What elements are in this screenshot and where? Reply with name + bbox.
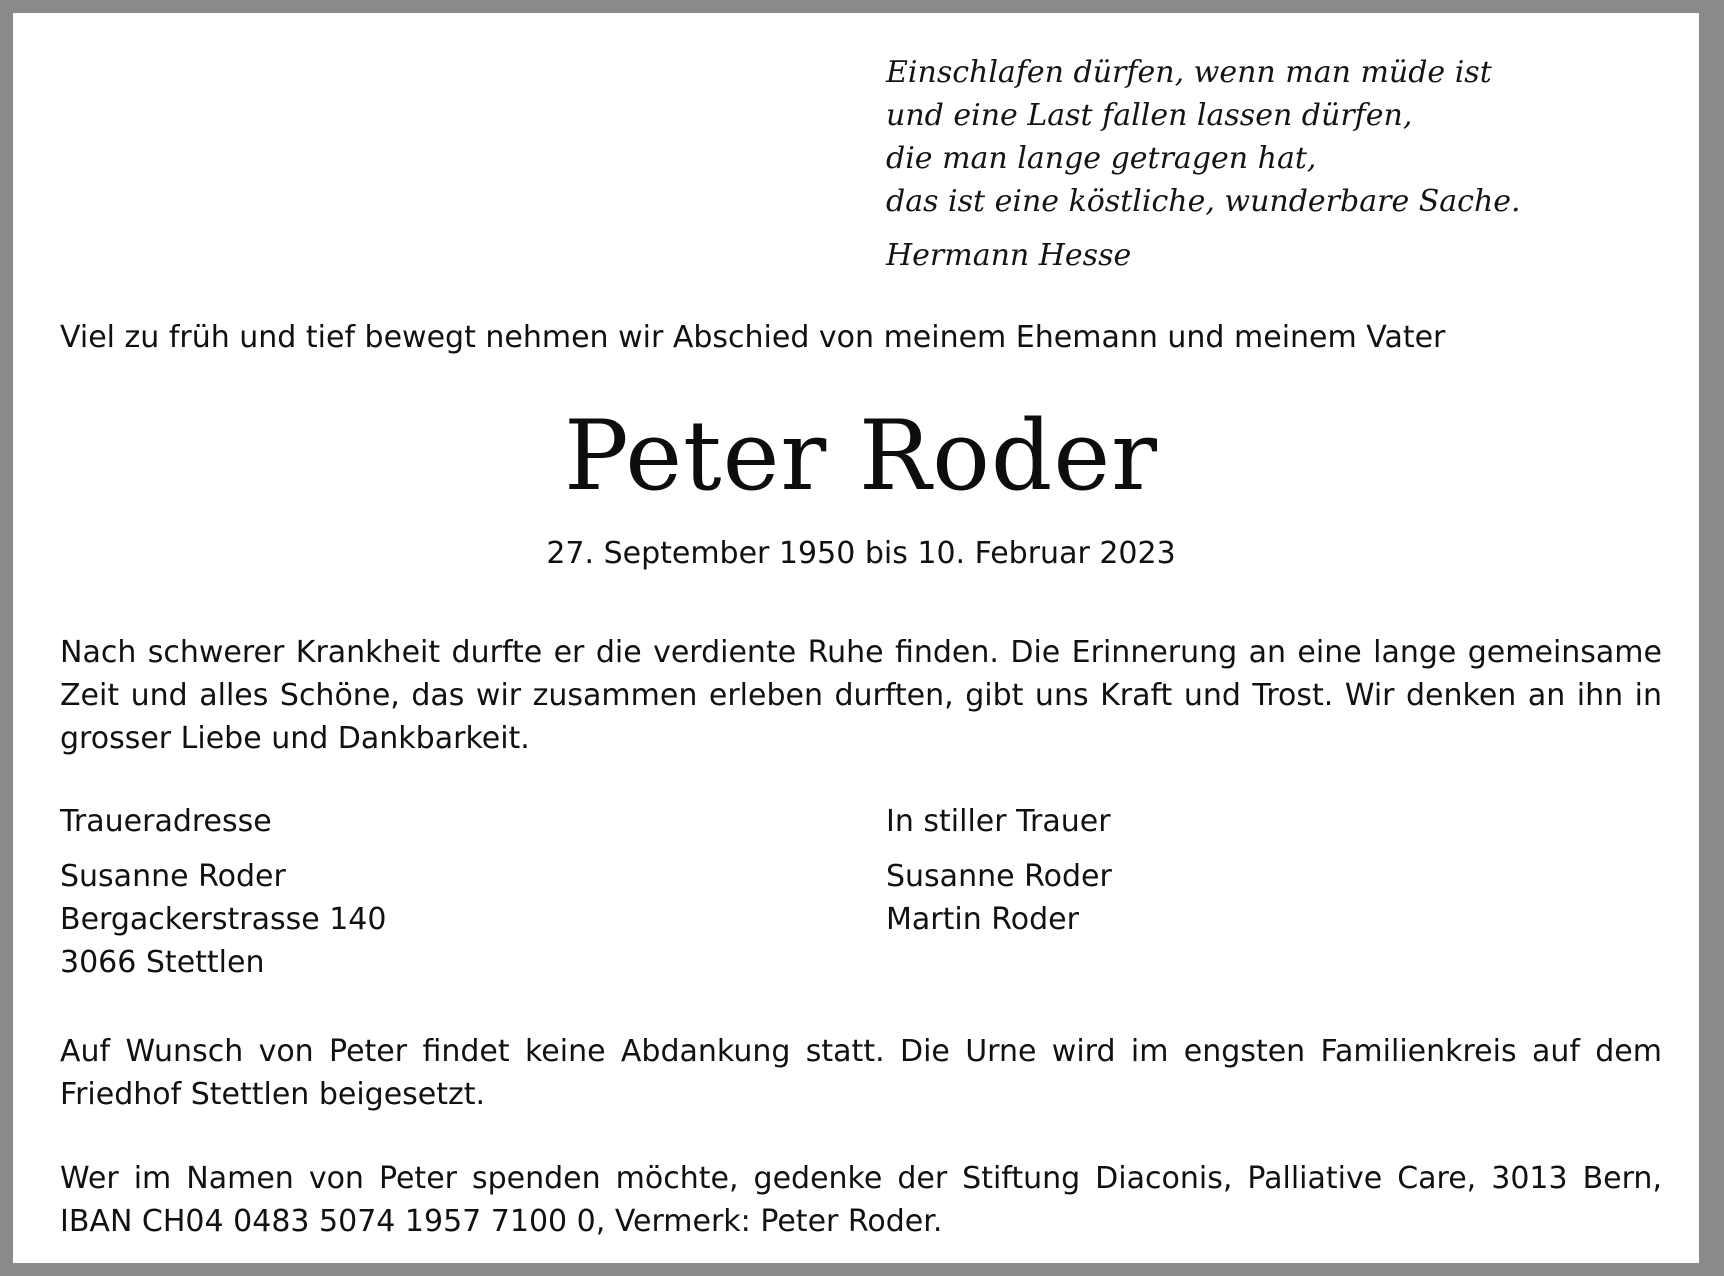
- remembrance-paragraph: Nach schwerer Krankheit durfte er die verdiente Ruhe finden. Die Erinnerung an eine lange gemeinsame Zeit und alles Schöne, das wir zusammen erleben durften, gibt uns Kraft und Trost. Wir denken an ihn in grosser Liebe und Dankbarkeit.: [60, 635, 1662, 756]
- address-line: Susanne Roder: [60, 859, 286, 894]
- poem-line: die man lange getragen hat,: [886, 141, 1317, 176]
- mourners-heading: In stiller Trauer: [886, 804, 1111, 839]
- deceased-name: Peter Roder: [563, 400, 1159, 512]
- poem-author: Hermann Hesse: [886, 238, 1132, 273]
- poem-quote: [886, 51, 1521, 277]
- obituary-content: [60, 13, 1662, 1263]
- poem-line: Einschlafen dürfen, wenn man müde ist: [886, 55, 1492, 90]
- obituary-page: [13, 13, 1699, 1263]
- poem-line: und eine Last fallen lassen dürfen,: [886, 98, 1413, 133]
- funeral-info-paragraph: Auf Wunsch von Peter findet keine Abdankung statt. Die Urne wird im engsten Familienkreis auf dem Friedhof Stettlen beigesetzt.: [60, 1034, 1662, 1112]
- mourning-address-heading: Traueradresse: [60, 804, 272, 839]
- intro-text: Viel zu früh und tief bewegt nehmen wir Abschied von meinem Ehemann und meinem Vater: [60, 320, 1446, 355]
- mourner-name: Susanne Roder: [886, 859, 1112, 894]
- mourners-block: [886, 800, 1112, 941]
- address-line: Bergackerstrasse 140: [60, 902, 387, 937]
- mourner-name: Martin Roder: [886, 902, 1079, 937]
- life-dates: 27. September 1950 bis 10. Februar 2023: [546, 536, 1176, 571]
- donation-paragraph: Wer im Namen von Peter spenden möchte, gedenke der Stiftung Diaconis, Palliative Care, 3013 Bern, IBAN CH04 0483 5074 1957 7100 0, Vermerk: Peter Roder.: [60, 1161, 1662, 1239]
- poem-line: das ist eine köstliche, wunderbare Sache.: [886, 184, 1521, 219]
- address-line: 3066 Stettlen: [60, 945, 265, 980]
- mourning-address-block: [60, 800, 386, 984]
